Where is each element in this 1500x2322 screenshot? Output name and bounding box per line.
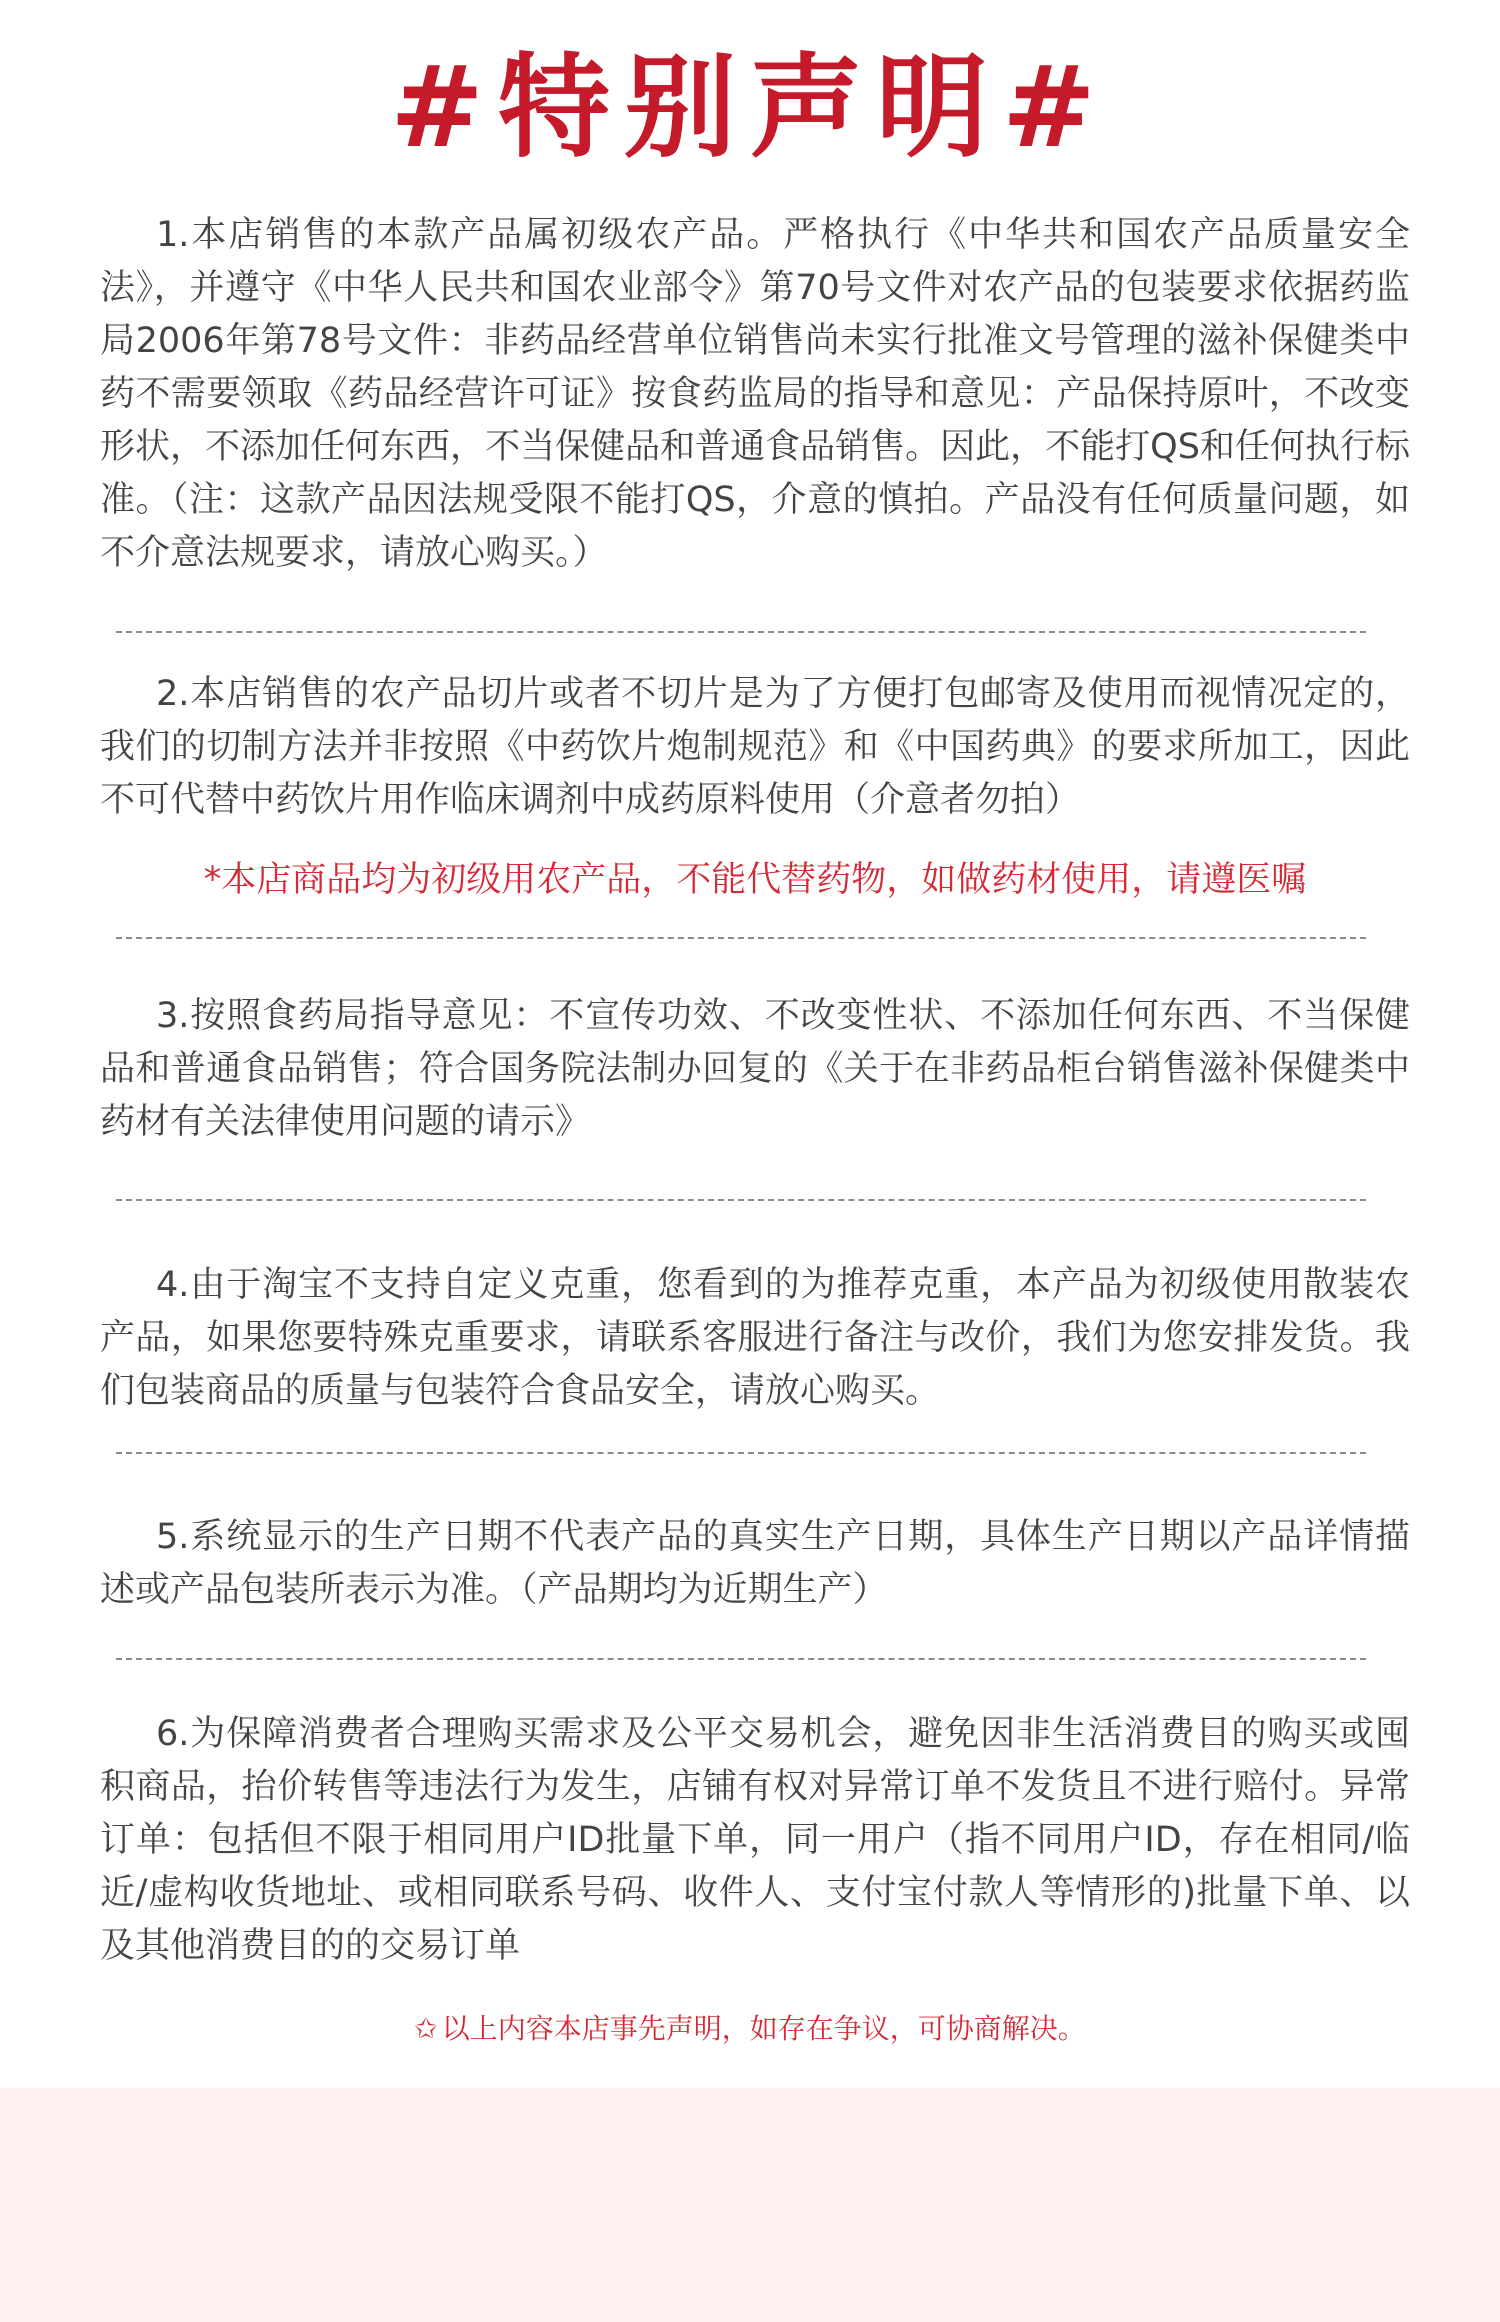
notice-item-4-text: 由于淘宝不支持自定义克重，您看到的为推荐克重，本产品为初级使用散装农产品，如果您要特殊克重要求，请联系客服进行备注与改价，我们为您安排发货。我们包装商品的质量与包装符合食品安全，请放心购买。 [100,1265,1410,1411]
dashed-divider [116,631,1366,633]
notice-item-6 [100,1708,1410,1973]
notice-item-2-number: 2. [156,674,190,714]
notice-item-6-number: 6. [156,1714,190,1754]
notice-item-5-number: 5. [156,1517,190,1557]
notice-item-1-text: 本店销售的本款产品属初级农产品。严格执行《中华共和国农产品质量安全法》，并遵守《中华人民共和国农业部令》第70号文件对农产品的包装要求依据药监局2006年第78号文件：非药品经营单位销售尚未实行批准文号管理的滋补保健类中药不需要领取《药品经营许可证》按食药监局的指导和意见：产品保持原叶，不改变形状，不添加任何东西，不当保健品和普通食品销售。因此，不能打QS和任何执行标准。（注：这款产品因法规受限不能打QS，介意的慎拍。产品没有任何质量问题，如不介意法规要求，请放心购买。） [100,215,1410,573]
notice-item-5 [100,1511,1410,1617]
dashed-divider [116,937,1366,939]
star-outline-icon: ✩ [414,2012,438,2045]
notice-item-1-number: 1. [156,215,190,255]
page-title: #特别声明# [390,43,1110,173]
notice-item-1 [100,209,1410,580]
notice-item-5-text: 系统显示的生产日期不代表产品的真实生产日期，具体生产日期以产品详情描述或产品包装所表示为准。（产品期均为近期生产） [100,1517,1410,1610]
notice-item-4-number: 4. [156,1265,190,1305]
footer-statement [0,2009,1500,2049]
footer-text: 以上内容本店事先声明，如存在争议，可协商解决。 [441,2012,1086,2045]
notice-item-2 [100,668,1410,827]
notice-item-3 [100,990,1410,1149]
medicine-warning-note: *本店商品均为初级用农产品，不能代替药物，如做药材使用，请遵医嘱 [203,860,1307,900]
notice-item-2-text: 本店销售的农产品切片或者不切片是为了方便打包邮寄及使用而视情况定的，我们的切制方法并非按照《中药饮片炮制规范》和《中国药典》的要求所加工，因此不可代替中药饮片用作临床调剂中成药原料使用（介意者勿拍） [100,674,1410,820]
notice-item-3-number: 3. [156,996,190,1036]
notice-item-3-text: 按照食药局指导意见：不宣传功效、不改变性状、不添加任何东西、不当保健品和普通食品销售；符合国务院法制办回复的《关于在非药品柜台销售滋补保健类中药材有关法律使用问题的请示》 [100,996,1410,1142]
notice-item-4 [100,1259,1410,1418]
dashed-divider [116,1199,1366,1201]
dashed-divider [116,1658,1366,1660]
notice-item-6-text: 为保障消费者合理购买需求及公平交易机会，避免因非生活消费目的购买或囤积商品，抬价转售等违法行为发生，店铺有权对异常订单不发货且不进行赔付。异常订单：包括但不限于相同用户ID批量下单，同一用户（指不同用户ID，存在相同/临近/虚构收货地址、或相同联系号码、收件人、支付宝付款人等情形的)批量下单、以及其他消费目的的交易订单 [100,1714,1410,1966]
dashed-divider [116,1452,1366,1454]
